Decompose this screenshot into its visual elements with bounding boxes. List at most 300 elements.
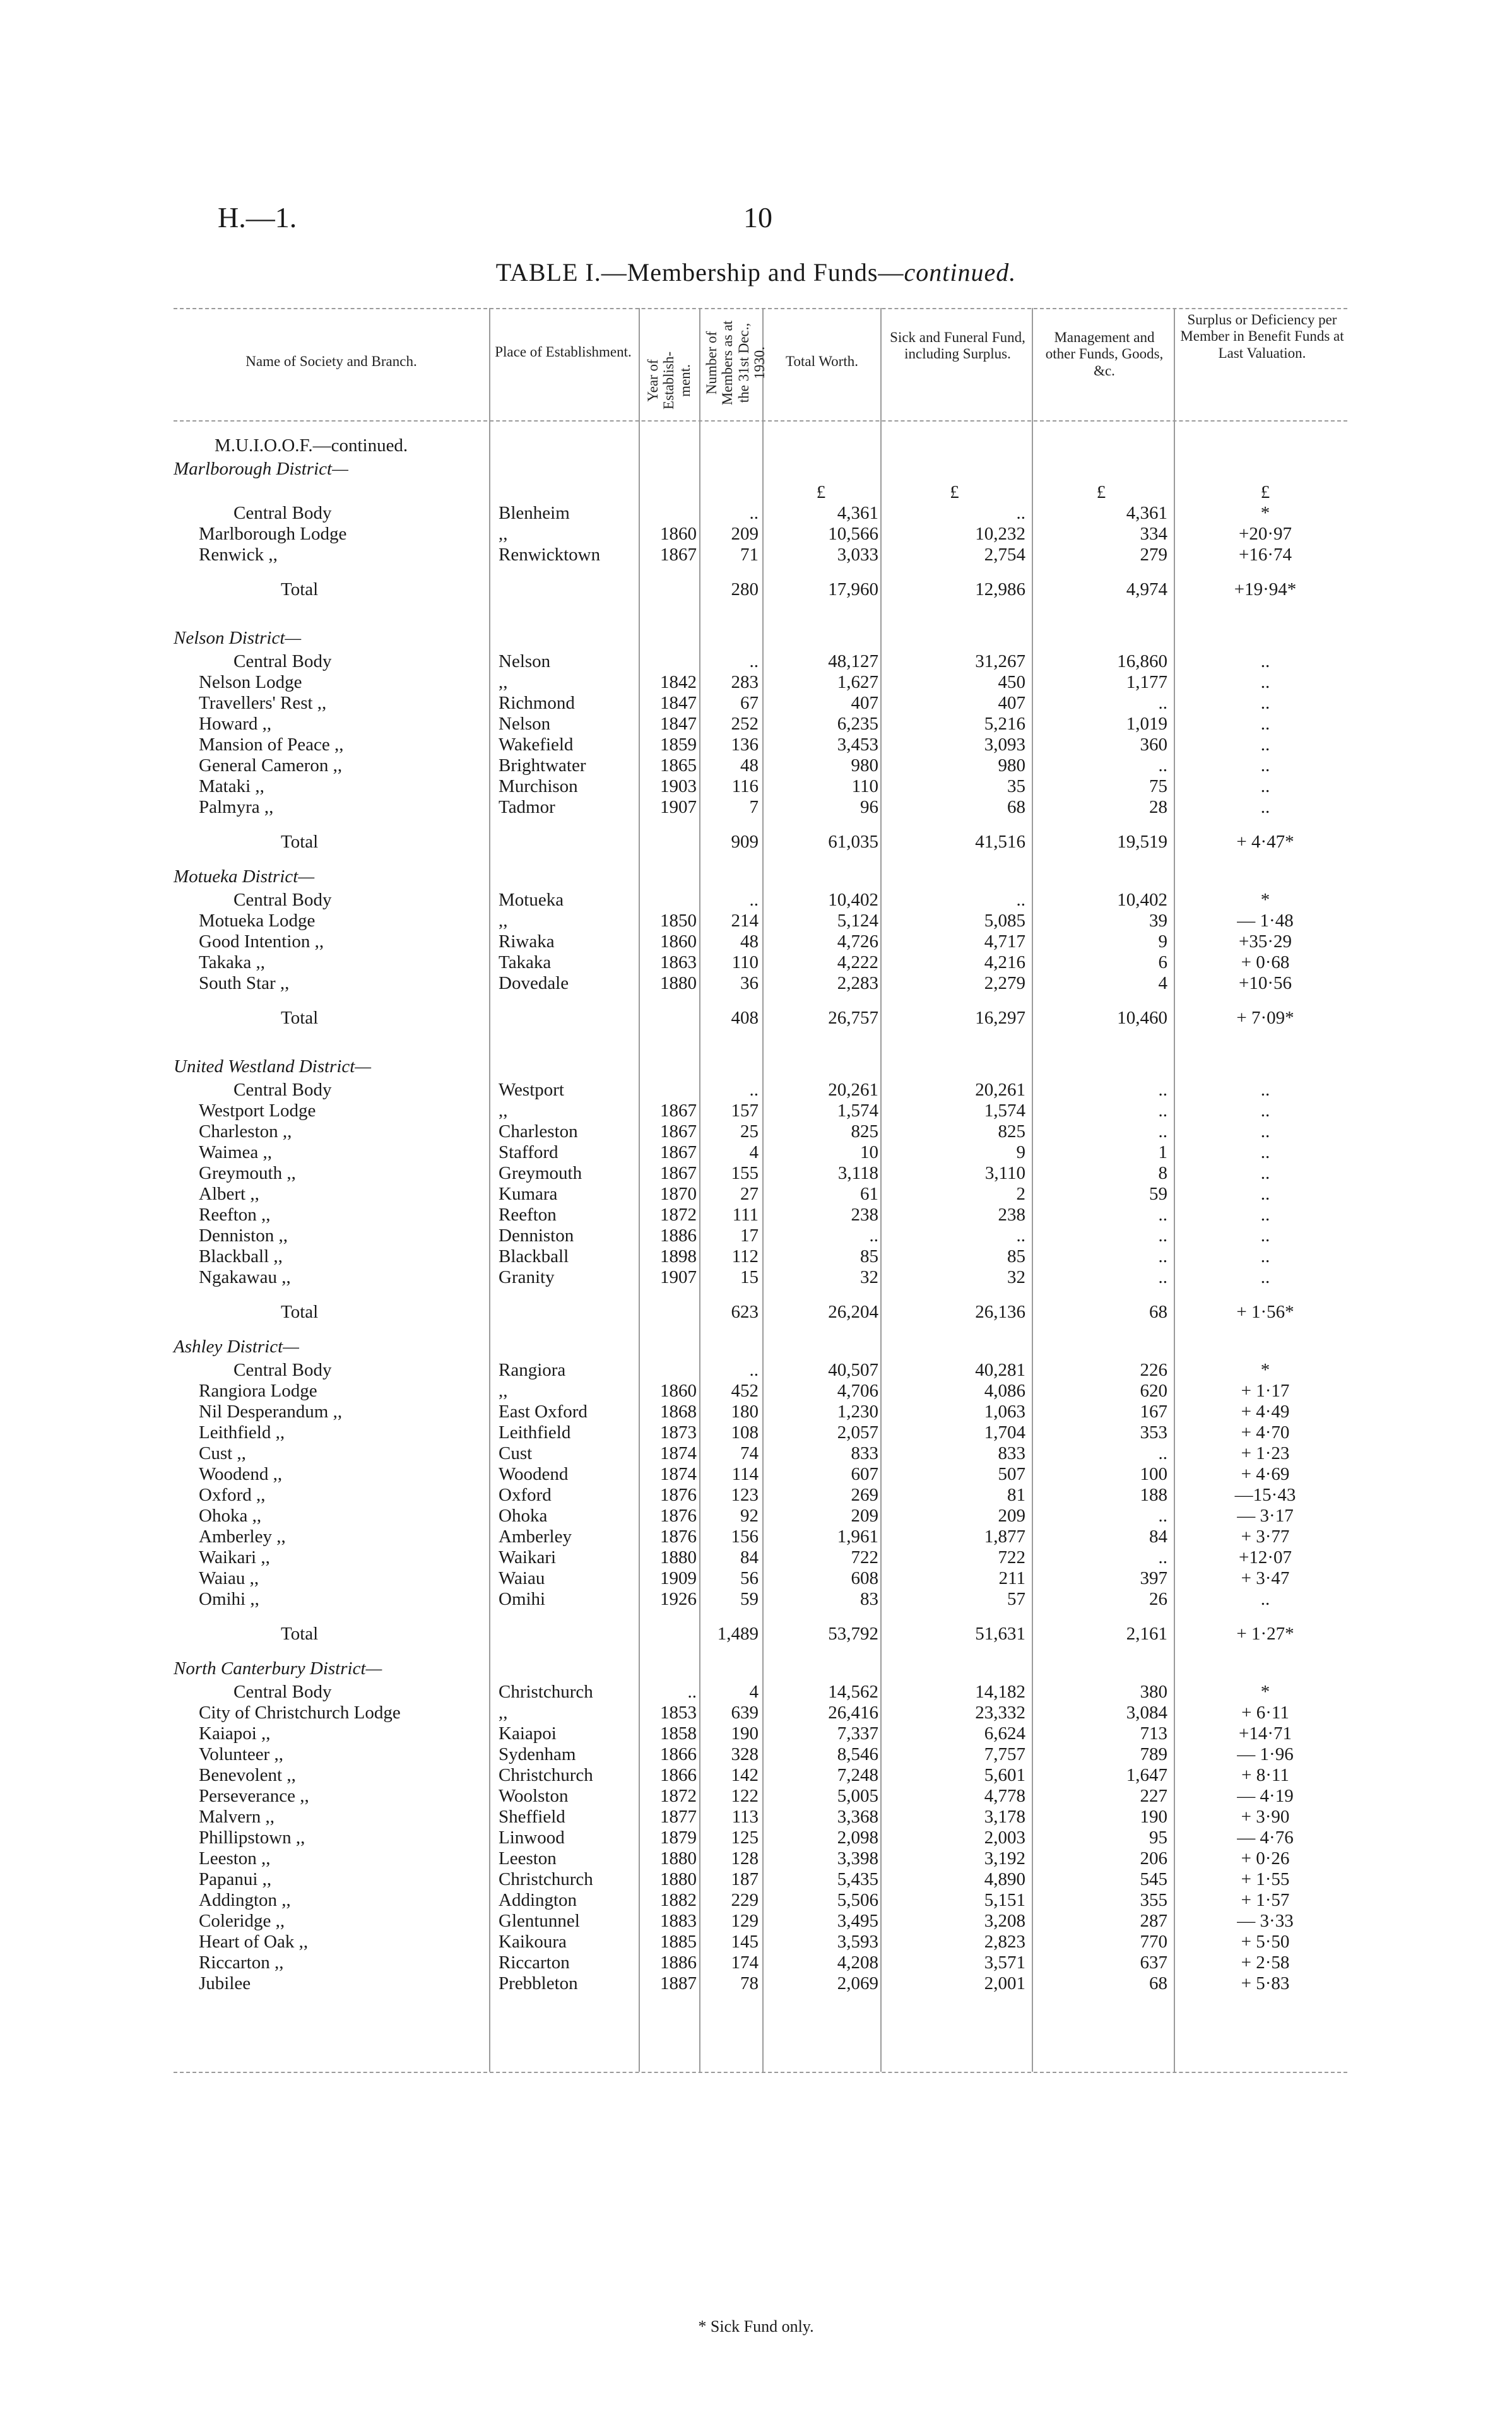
sick-fund: 4,778: [984, 1786, 1025, 1806]
year: 1867: [660, 545, 697, 565]
surplus: +16·74: [1238, 545, 1292, 565]
total-row: [0, 1008, 1512, 1029]
table-row: [0, 1589, 1512, 1610]
management-funds: 39: [1149, 911, 1167, 931]
surplus: ..: [1260, 1589, 1270, 1609]
branch-name: City of Christchurch Lodge: [199, 1703, 401, 1723]
header-top-rule: [174, 308, 1347, 309]
table-row: [0, 1786, 1512, 1807]
management-funds: 620: [1140, 1381, 1167, 1401]
management-funds: 227: [1140, 1786, 1167, 1806]
sick-fund: 31,267: [975, 651, 1025, 671]
surplus: ..: [1260, 1226, 1270, 1246]
total-worth: 26,757: [828, 1008, 878, 1028]
management-funds: 353: [1140, 1422, 1167, 1443]
place: Sydenham: [499, 1744, 576, 1764]
management-funds: 19,519: [1117, 832, 1167, 852]
surplus: + 4·47*: [1236, 832, 1294, 852]
place: Kaikoura: [499, 1932, 567, 1952]
year: 1867: [660, 1121, 697, 1142]
surplus: + 3·47: [1241, 1568, 1290, 1588]
table-row: [0, 911, 1512, 931]
surplus: +20·97: [1238, 524, 1292, 544]
members: 142: [731, 1765, 759, 1785]
sick-fund: 3,178: [984, 1807, 1025, 1827]
year: 1882: [660, 1890, 697, 1910]
management-funds: 84: [1149, 1527, 1167, 1547]
footnote: * Sick Fund only.: [698, 2317, 814, 2336]
col-head-members: Number of Members as at the 31st Dec., 1930.: [704, 320, 767, 406]
total-worth: 4,361: [837, 503, 878, 523]
col-head-surplus: Surplus or Deficiency per Member in Benefit Funds at Last Valuation.: [1180, 312, 1344, 361]
branch-name: Albert ,,: [199, 1184, 259, 1204]
year: 1898: [660, 1246, 697, 1267]
year: 1872: [660, 1786, 697, 1806]
place: Riwaka: [499, 931, 555, 952]
members: 639: [731, 1703, 759, 1723]
total-worth: 7,337: [837, 1723, 878, 1744]
table-row: [0, 1765, 1512, 1786]
management-funds: 190: [1140, 1807, 1167, 1827]
place: ,,: [499, 1101, 508, 1121]
branch-name: Marlborough District—: [174, 459, 348, 479]
surplus: + 5·50: [1241, 1932, 1290, 1952]
surplus: +10·56: [1238, 973, 1292, 993]
table-row: [0, 1911, 1512, 1932]
sick-fund: 85: [1007, 1246, 1025, 1267]
branch-name: Howard ,,: [199, 714, 272, 734]
branch-name: Central Body: [233, 890, 332, 910]
place: Christchurch: [499, 1869, 593, 1889]
management-funds: 68: [1149, 1973, 1167, 1994]
col-head-worth: Total Worth.: [786, 353, 858, 369]
management-funds: £: [1096, 482, 1106, 502]
surplus: + 0·68: [1241, 952, 1290, 972]
management-funds: 279: [1140, 545, 1167, 565]
district-heading: [0, 1337, 1512, 1357]
members: 48: [740, 755, 759, 776]
management-funds: 713: [1140, 1723, 1167, 1744]
table-row: [0, 1443, 1512, 1464]
total-worth: 3,033: [837, 545, 878, 565]
year: ..: [687, 1682, 697, 1702]
branch-name: United Westland District—: [174, 1056, 372, 1077]
total-worth: 5,124: [837, 911, 878, 931]
surplus: ..: [1260, 1267, 1270, 1287]
sick-fund: 4,890: [984, 1869, 1025, 1889]
table-row: [0, 755, 1512, 776]
sick-fund: 20,261: [975, 1080, 1025, 1100]
management-funds: 1,647: [1126, 1765, 1167, 1785]
total-worth: 5,435: [837, 1869, 878, 1889]
place: Glentunnel: [499, 1911, 580, 1931]
year: 1860: [660, 1381, 697, 1401]
sick-fund: 10,232: [975, 524, 1025, 544]
place: Charleston: [499, 1121, 578, 1142]
sick-fund: 833: [998, 1443, 1025, 1463]
management-funds: 9: [1158, 931, 1167, 952]
surplus: + 1·56*: [1236, 1302, 1294, 1322]
surplus: + 4·49: [1241, 1402, 1290, 1422]
total-worth: 14,562: [828, 1682, 878, 1702]
surplus: ..: [1260, 672, 1270, 692]
sick-fund: 5,601: [984, 1765, 1025, 1785]
surplus: ..: [1260, 776, 1270, 796]
table-row: [0, 890, 1512, 911]
table-row: [0, 1142, 1512, 1163]
sick-fund: 81: [1007, 1485, 1025, 1505]
management-funds: 28: [1149, 797, 1167, 817]
surplus: — 1·96: [1237, 1744, 1294, 1764]
sick-fund: 4,086: [984, 1381, 1025, 1401]
year: 1847: [660, 714, 697, 734]
branch-name: Total: [281, 832, 319, 852]
members: 174: [731, 1952, 759, 1973]
management-funds: 100: [1140, 1464, 1167, 1484]
management-funds: 380: [1140, 1682, 1167, 1702]
sick-fund: 1,877: [984, 1527, 1025, 1547]
year: 1907: [660, 1267, 697, 1287]
branch-name: Waikari ,,: [199, 1547, 270, 1568]
total-worth: 1,961: [837, 1527, 878, 1547]
place: Nelson: [499, 714, 551, 734]
year: 1880: [660, 973, 697, 993]
year: 1859: [660, 735, 697, 755]
sick-fund: 32: [1007, 1267, 1025, 1287]
surplus: ..: [1260, 651, 1270, 671]
branch-name: Reefton ,,: [199, 1205, 271, 1225]
branch-name: Total: [281, 579, 319, 600]
members: 92: [740, 1506, 759, 1526]
place: Cust: [499, 1443, 533, 1463]
surplus: + 1·27*: [1236, 1624, 1294, 1644]
table-row: [0, 1744, 1512, 1765]
total-worth: 96: [860, 797, 878, 817]
total-worth: 32: [860, 1267, 878, 1287]
total-worth: 3,453: [837, 735, 878, 755]
district-heading: [0, 1056, 1512, 1077]
place: ,,: [499, 911, 508, 931]
year: 1874: [660, 1464, 697, 1484]
place: Leithfield: [499, 1422, 571, 1443]
members: ..: [749, 1360, 759, 1380]
district-heading: [0, 435, 1512, 456]
table-row: [0, 1828, 1512, 1848]
total-worth: 61: [860, 1184, 878, 1204]
sick-fund: 14,182: [975, 1682, 1025, 1702]
management-funds: 16,860: [1117, 651, 1167, 671]
table-row: [0, 672, 1512, 693]
members: 112: [731, 1246, 759, 1267]
sick-fund: 35: [1007, 776, 1025, 796]
year: 1887: [660, 1973, 697, 1994]
sick-fund: 2,001: [984, 1973, 1025, 1994]
year: 1842: [660, 672, 697, 692]
table-row: [0, 1226, 1512, 1246]
members: 125: [731, 1828, 759, 1848]
year: 1860: [660, 931, 697, 952]
surplus: — 4·76: [1237, 1828, 1294, 1848]
table-row: [0, 1163, 1512, 1184]
management-funds: 226: [1140, 1360, 1167, 1380]
surplus: ..: [1260, 1163, 1270, 1183]
branch-name: Denniston ,,: [199, 1226, 288, 1246]
surplus: ..: [1260, 1246, 1270, 1267]
management-funds: 10,402: [1117, 890, 1167, 910]
year: 1886: [660, 1226, 697, 1246]
total-worth: 2,098: [837, 1828, 878, 1848]
place: Brightwater: [499, 755, 586, 776]
surplus: +12·07: [1238, 1547, 1292, 1568]
table-row: [0, 1101, 1512, 1121]
total-worth: 10,566: [828, 524, 878, 544]
total-row: [0, 832, 1512, 853]
total-worth: 1,574: [837, 1101, 878, 1121]
management-funds: 789: [1140, 1744, 1167, 1764]
sick-fund: 5,085: [984, 911, 1025, 931]
total-worth: 3,398: [837, 1848, 878, 1869]
place: Nelson: [499, 651, 551, 671]
sick-fund: 507: [998, 1464, 1025, 1484]
management-funds: 1,177: [1126, 672, 1167, 692]
members: ..: [749, 503, 759, 523]
year: 1850: [660, 911, 697, 931]
total-worth: 2,057: [837, 1422, 878, 1443]
members: 229: [731, 1890, 759, 1910]
sick-fund: 3,093: [984, 735, 1025, 755]
surplus: + 5·83: [1241, 1973, 1290, 1994]
place: Prebbleton: [499, 1973, 578, 1994]
surplus: ..: [1260, 755, 1270, 776]
year: 1880: [660, 1547, 697, 1568]
total-row: [0, 1624, 1512, 1645]
total-worth: 1,627: [837, 672, 878, 692]
branch-name: Nelson District—: [174, 628, 302, 648]
sick-fund: ..: [1016, 1226, 1025, 1246]
sick-fund: ..: [1016, 503, 1025, 523]
table-row: [0, 1506, 1512, 1527]
surplus: *: [1260, 890, 1270, 910]
surplus: + 1·23: [1241, 1443, 1290, 1463]
surplus: *: [1260, 1360, 1270, 1380]
year: 1853: [660, 1703, 697, 1723]
sick-fund: 57: [1007, 1589, 1025, 1609]
members: ..: [749, 1080, 759, 1100]
branch-name: Blackball ,,: [199, 1246, 283, 1267]
table-row: [0, 1121, 1512, 1142]
year: 1909: [660, 1568, 697, 1588]
sick-fund: 12,986: [975, 579, 1025, 600]
surplus: —15·43: [1234, 1485, 1296, 1505]
table-row: [0, 1568, 1512, 1589]
surplus: *: [1260, 503, 1270, 523]
place: Waiau: [499, 1568, 545, 1588]
year: 1886: [660, 1952, 697, 1973]
total-worth: 607: [851, 1464, 878, 1484]
members: 108: [731, 1422, 759, 1443]
surplus: + 6·11: [1241, 1703, 1289, 1723]
sick-fund: 3,192: [984, 1848, 1025, 1869]
district-heading: [0, 628, 1512, 649]
sick-fund: 41,516: [975, 832, 1025, 852]
management-funds: 637: [1140, 1952, 1167, 1973]
place: Sheffield: [499, 1807, 565, 1827]
branch-name: Addington ,,: [199, 1890, 291, 1910]
place: Renwicktown: [499, 545, 601, 565]
place: Murchison: [499, 776, 578, 796]
total-worth: 4,726: [837, 931, 878, 952]
table-row: [0, 1723, 1512, 1744]
members: 7: [749, 797, 759, 817]
surplus: + 2·58: [1241, 1952, 1290, 1973]
place: Christchurch: [499, 1765, 593, 1785]
total-worth: 8,546: [837, 1744, 878, 1764]
place: Kaiapoi: [499, 1723, 557, 1744]
table-row: [0, 1703, 1512, 1723]
sick-fund: 4,717: [984, 931, 1025, 952]
surplus: — 3·17: [1237, 1506, 1294, 1526]
table-row: [0, 482, 1512, 503]
branch-name: Jubilee: [199, 1973, 251, 1994]
surplus: +14·71: [1238, 1723, 1292, 1744]
place: Takaka: [499, 952, 552, 972]
branch-name: Benevolent ,,: [199, 1765, 296, 1785]
branch-name: Waiau ,,: [199, 1568, 259, 1588]
total-worth: 5,506: [837, 1890, 878, 1910]
surplus: + 3·77: [1241, 1527, 1290, 1547]
surplus: + 1·57: [1241, 1890, 1290, 1910]
branch-name: North Canterbury District—: [174, 1658, 382, 1679]
sick-fund: 211: [998, 1568, 1025, 1588]
total-worth: 269: [851, 1485, 878, 1505]
surplus: ..: [1260, 1101, 1270, 1121]
table-row: [0, 931, 1512, 952]
table-row: [0, 952, 1512, 973]
total-worth: 3,495: [837, 1911, 878, 1931]
branch-name: Nil Desperandum ,,: [199, 1402, 343, 1422]
management-funds: 59: [1149, 1184, 1167, 1204]
management-funds: 167: [1140, 1402, 1167, 1422]
year: 1867: [660, 1163, 697, 1183]
place: Waikari: [499, 1547, 557, 1568]
management-funds: ..: [1158, 1205, 1167, 1225]
total-worth: 3,368: [837, 1807, 878, 1827]
members: 136: [731, 735, 759, 755]
members: 155: [731, 1163, 759, 1183]
table-row: [0, 545, 1512, 565]
table-row: [0, 973, 1512, 994]
branch-name: Mansion of Peace ,,: [199, 735, 344, 755]
sick-fund: 2,279: [984, 973, 1025, 993]
place: Ohoka: [499, 1506, 548, 1526]
place: Reefton: [499, 1205, 557, 1225]
branch-name: Kaiapoi ,,: [199, 1723, 271, 1744]
members: 128: [731, 1848, 759, 1869]
total-worth: 238: [851, 1205, 878, 1225]
members: ..: [749, 890, 759, 910]
district-heading: [0, 866, 1512, 887]
total-worth: 17,960: [828, 579, 878, 600]
total-worth: 3,593: [837, 1932, 878, 1952]
branch-name: Rangiora Lodge: [199, 1381, 317, 1401]
members: 190: [731, 1723, 759, 1744]
sick-fund: 450: [998, 672, 1025, 692]
total-worth: 20,261: [828, 1080, 878, 1100]
surplus: +19·94*: [1234, 579, 1297, 600]
total-worth: 5,005: [837, 1786, 878, 1806]
surplus: + 1·17: [1241, 1381, 1290, 1401]
table-row: [0, 1869, 1512, 1890]
branch-name: Ashley District—: [174, 1337, 299, 1357]
members: 209: [731, 524, 759, 544]
members: 48: [740, 931, 759, 952]
sick-fund: 26,136: [975, 1302, 1025, 1322]
sick-fund: 2,754: [984, 545, 1025, 565]
table-row: [0, 651, 1512, 672]
branch-name: Oxford ,,: [199, 1485, 266, 1505]
table-row: [0, 1848, 1512, 1869]
management-funds: ..: [1158, 1226, 1167, 1246]
total-worth: £: [816, 482, 826, 502]
branch-name: Waimea ,,: [199, 1142, 273, 1162]
year: 1885: [660, 1932, 697, 1952]
place: Motueka: [499, 890, 564, 910]
table-row: [0, 1952, 1512, 1973]
total-worth: 48,127: [828, 651, 878, 671]
table-row: [0, 1464, 1512, 1485]
members: 4: [749, 1682, 759, 1702]
year: 1873: [660, 1422, 697, 1443]
place: Greymouth: [499, 1163, 582, 1183]
branch-name: Greymouth ,,: [199, 1163, 296, 1183]
surplus: ..: [1260, 1121, 1270, 1142]
members: 71: [740, 545, 759, 565]
members: 67: [740, 693, 759, 713]
branch-name: Westport Lodge: [199, 1101, 316, 1121]
total-worth: 2,283: [837, 973, 878, 993]
members: 157: [731, 1101, 759, 1121]
table-title-continued: continued.: [904, 258, 1017, 286]
table-row: [0, 1184, 1512, 1205]
branch-name: Omihi ,,: [199, 1589, 259, 1609]
sick-fund: 2,003: [984, 1828, 1025, 1848]
place: Granity: [499, 1267, 555, 1287]
branch-name: Central Body: [233, 1682, 332, 1702]
table-row: [0, 1547, 1512, 1568]
year: 1863: [660, 952, 697, 972]
table-row: [0, 1267, 1512, 1288]
branch-name: Cust ,,: [199, 1443, 246, 1463]
branch-name: Total: [281, 1302, 319, 1322]
place: Linwood: [499, 1828, 565, 1848]
management-funds: 6: [1158, 952, 1167, 972]
surplus: + 8·11: [1241, 1765, 1289, 1785]
branch-name: Mataki ,,: [199, 776, 264, 796]
branch-name: Central Body: [233, 1360, 332, 1380]
district-heading: [0, 1658, 1512, 1679]
place: Omihi: [499, 1589, 546, 1609]
year: 1876: [660, 1485, 697, 1505]
sick-fund: £: [950, 482, 959, 502]
place: ,,: [499, 1381, 508, 1401]
table-row: [0, 1205, 1512, 1226]
sick-fund: 6,624: [984, 1723, 1025, 1744]
total-worth: 3,118: [837, 1163, 878, 1183]
members: 452: [731, 1381, 759, 1401]
total-worth: 40,507: [828, 1360, 878, 1380]
management-funds: 4,974: [1126, 579, 1167, 600]
surplus: + 7·09*: [1236, 1008, 1294, 1028]
